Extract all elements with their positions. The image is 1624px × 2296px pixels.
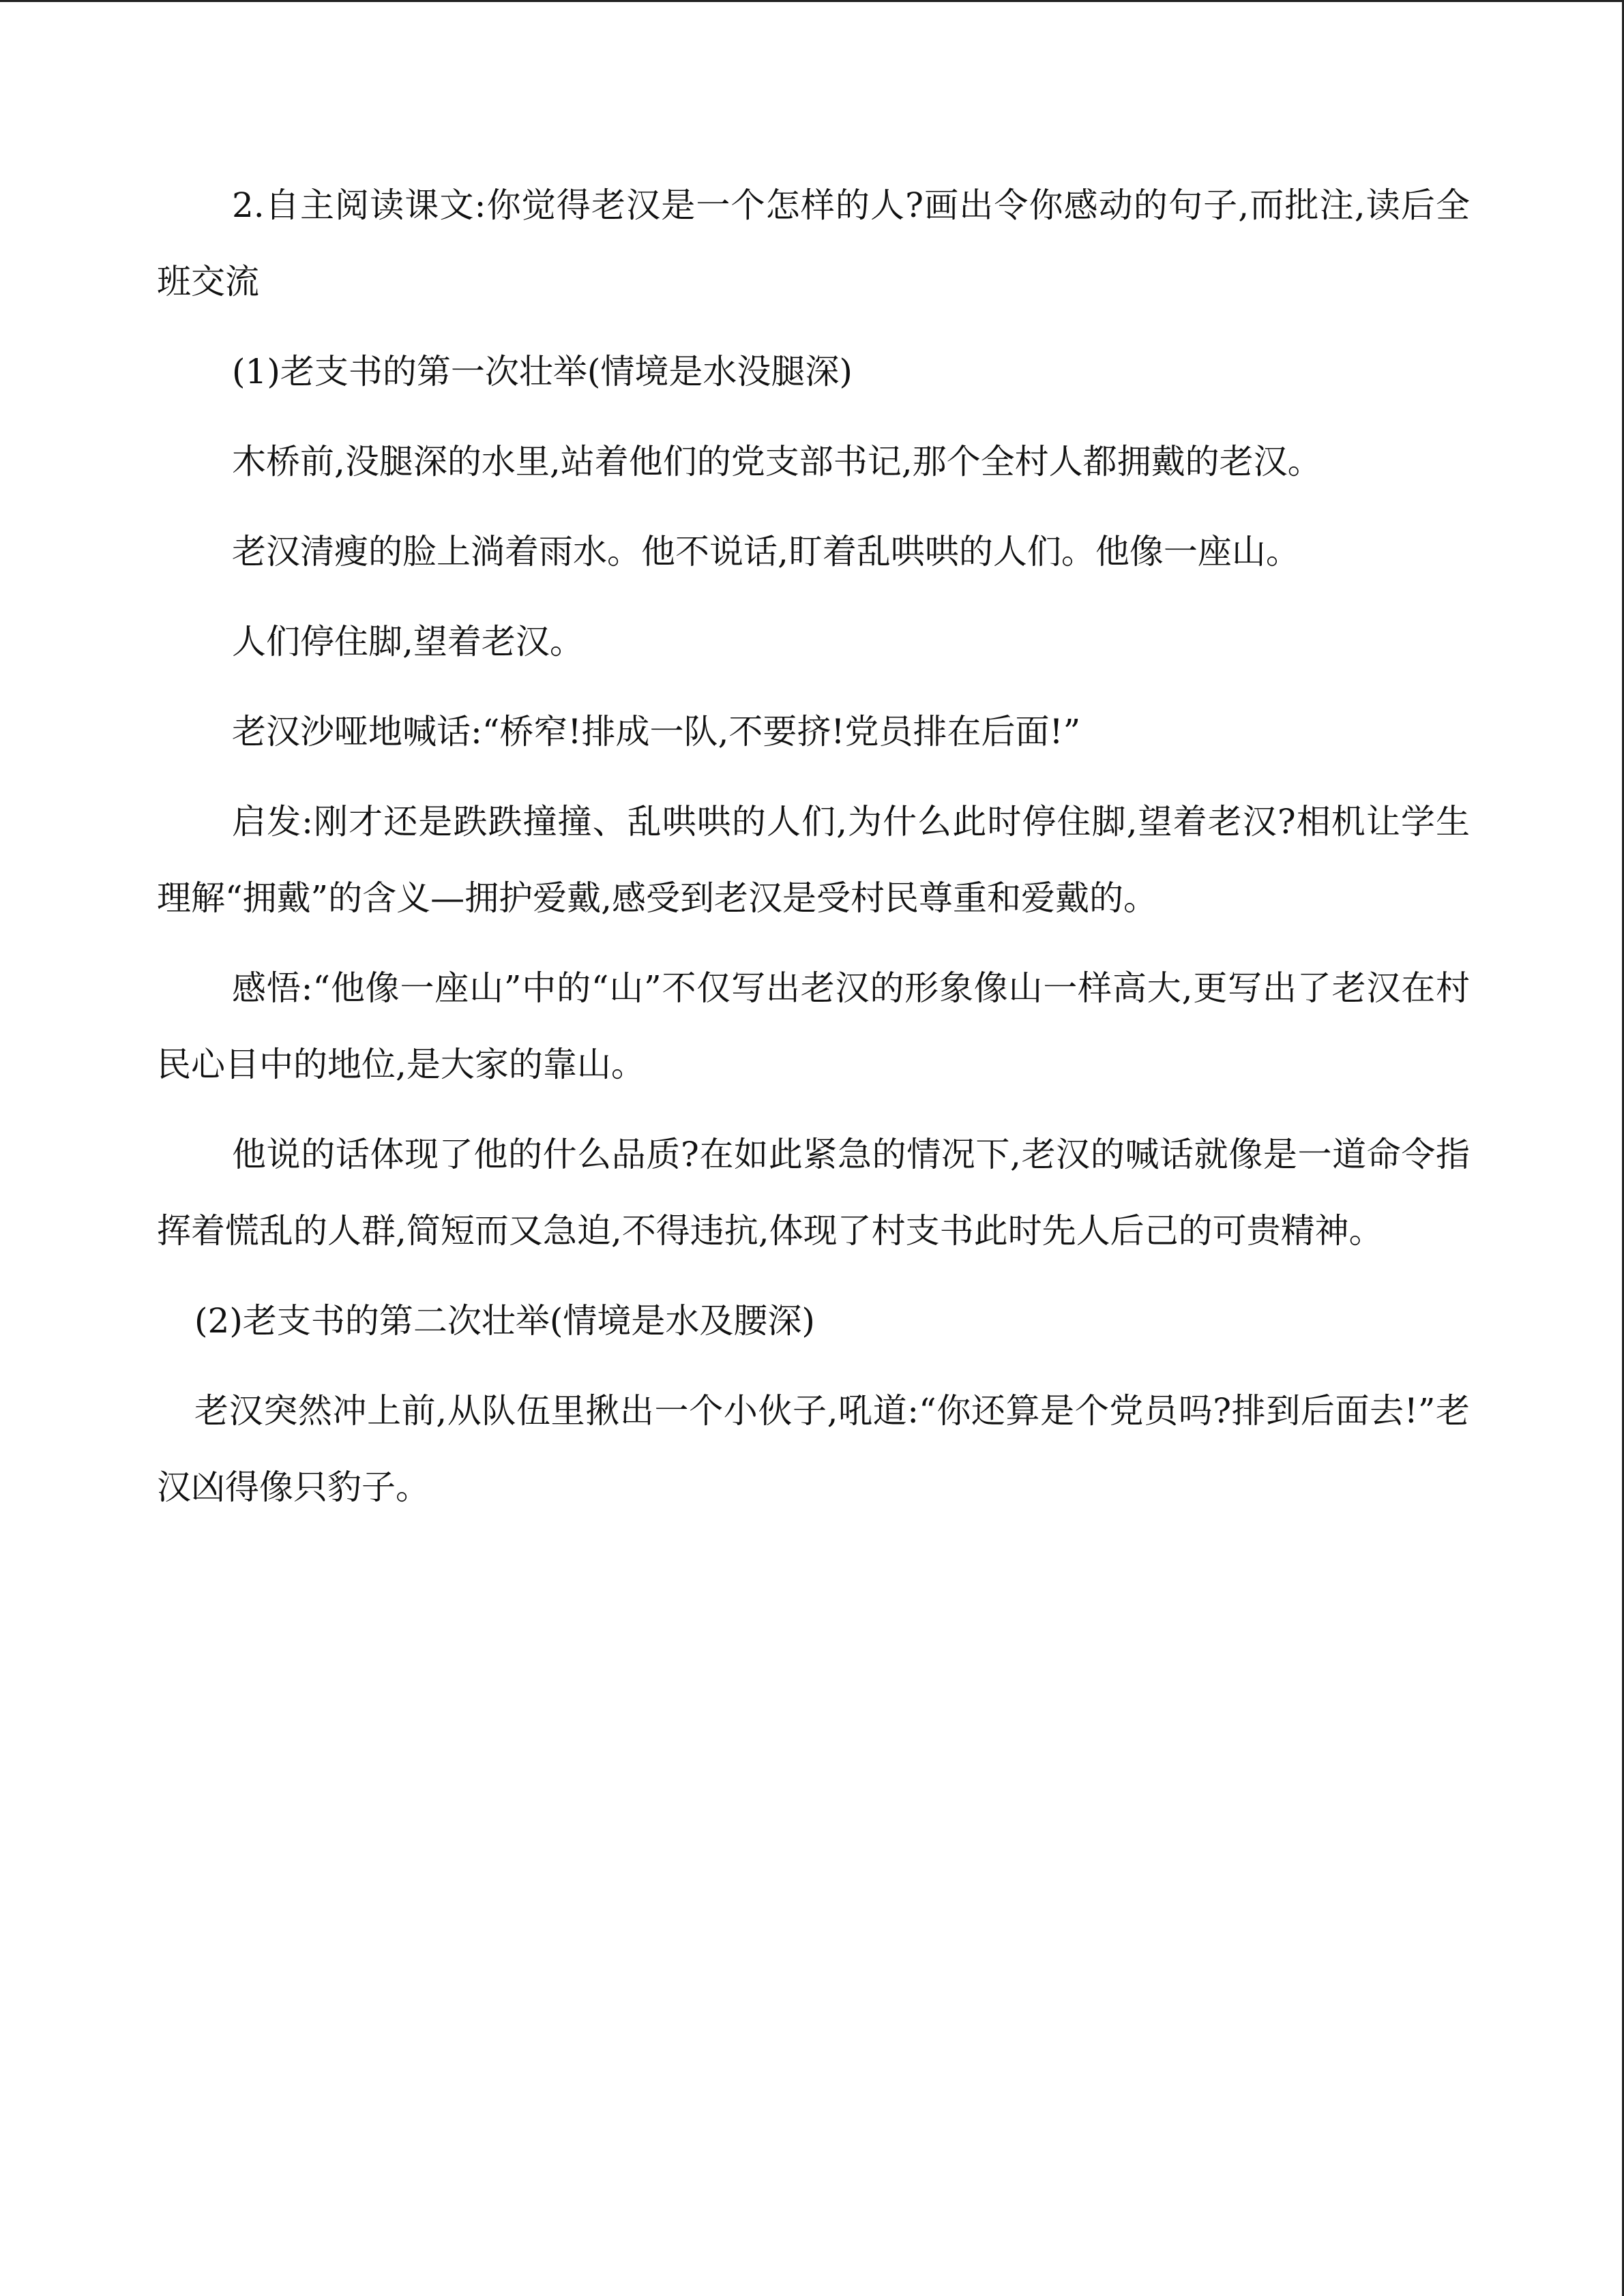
- paragraph-heading-first-act: (1)老支书的第一次壮举(情境是水没腿深): [232, 352, 853, 391]
- paragraph-quote-leopard: 老汉突然冲上前,从队伍里揪出一个小伙子,吼道:“你还算是个党员吗?排到后面去!”老汉凶得像只豹子。: [157, 1391, 1470, 1507]
- paragraph-quote-mountain: 老汉清瘦的脸上淌着雨水。他不说话,盯着乱哄哄的人们。他像一座山。: [232, 532, 1300, 571]
- document-body: [157, 167, 1470, 1525]
- paragraph-insight: 感悟:“他像一座山”中的“山”不仅写出老汉的形象像山一样高大,更写出了老汉在村民心目中的地位,是大家的靠山。: [157, 968, 1470, 1084]
- paragraph-quality: 他说的话体现了他的什么品质?在如此紧急的情况下,老汉的喊话就像是一道命令指挥着慌乱的人群,简短而又急迫,不得违抗,体现了村支书此时先人后己的可贵精神。: [157, 1135, 1470, 1251]
- paragraph-quote-shout: 老汉沙哑地喊话:“桥窄!排成一队,不要挤!党员排在后面!”: [232, 712, 1081, 751]
- paragraph-inspiration: 启发:刚才还是跌跌撞撞、乱哄哄的人们,为什么此时停住脚,望着老汉?相机让学生理解“拥戴”的含义—拥护爱戴,感受到老汉是受村民尊重和爱戴的。: [157, 802, 1470, 918]
- paragraph-heading-second-act: (2)老支书的第二次壮举(情境是水及腰深): [194, 1301, 815, 1341]
- paragraph-task-2: 2.自主阅读课文:你觉得老汉是一个怎样的人?画出令你感动的句子,而批注,读后全班交流: [157, 185, 1470, 301]
- paragraph-quote-stop: 人们停住脚,望着老汉。: [232, 622, 584, 661]
- paragraph-quote-bridge: 木桥前,没腿深的水里,站着他们的党支部书记,那个全村人都拥戴的老汉。: [232, 442, 1322, 481]
